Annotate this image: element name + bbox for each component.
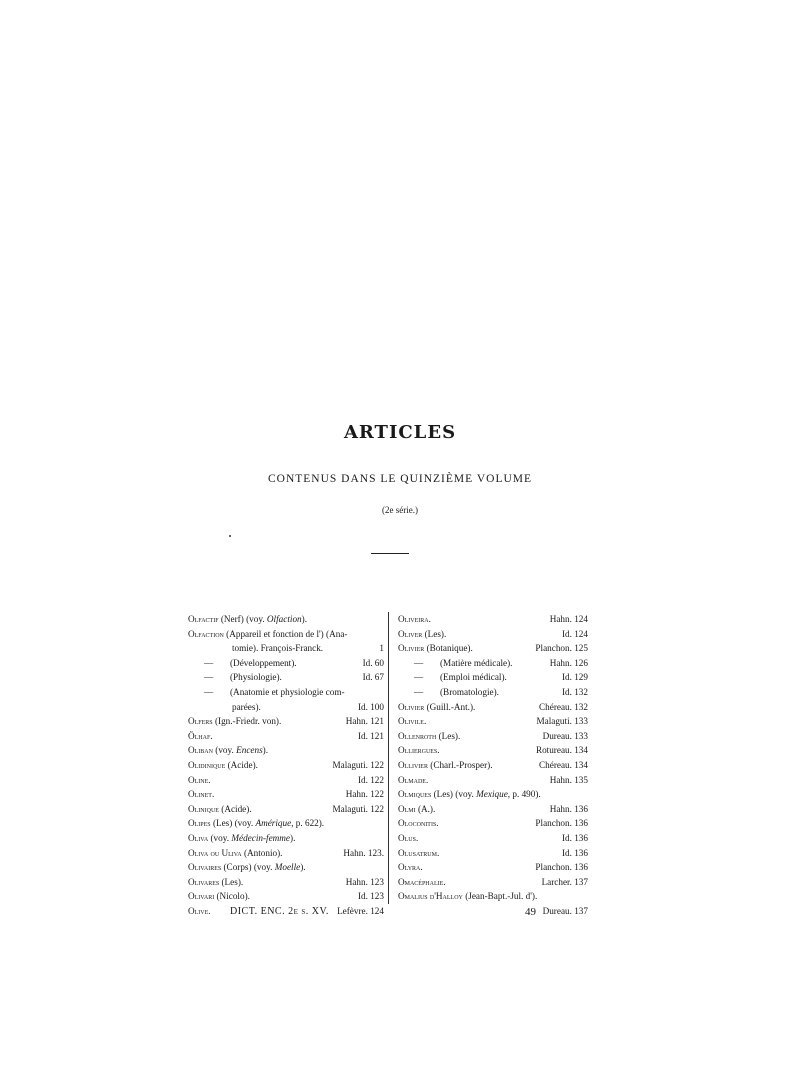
index-entry xyxy=(398,831,588,846)
entry-text: (Matière médicale). xyxy=(440,657,513,668)
entry-headword: Olivile. xyxy=(398,716,427,727)
entry-text: (Emploi médical). xyxy=(440,672,507,683)
entry-headword: Olfers xyxy=(188,716,213,727)
entry-author-page: Lefèvre. 124 xyxy=(337,905,384,916)
entry-author-page: Id. 129 xyxy=(561,672,588,683)
entry-headword: Olivares xyxy=(188,876,220,887)
entry-text: parées). xyxy=(232,701,261,712)
entry-headword: Olivier xyxy=(398,643,425,654)
entry-headword: Ölhaf. xyxy=(188,730,213,741)
entry-headword: Omacéphalie. xyxy=(398,876,446,887)
entry-text: (Antonio). xyxy=(241,847,283,858)
entry-text: ). xyxy=(290,832,296,843)
index-entry xyxy=(188,846,384,861)
index-entry xyxy=(188,889,384,904)
entry-headword: Olfactif xyxy=(188,614,219,624)
index-entry xyxy=(188,816,384,831)
entry-headword: Oline. xyxy=(188,774,211,785)
entry-text: (Les). xyxy=(436,730,461,741)
index-entry xyxy=(188,627,384,642)
entry-headword: Ollivier xyxy=(398,759,428,770)
entry-headword: Olinique xyxy=(188,803,219,814)
entry-dash: — xyxy=(414,657,424,668)
index-entry xyxy=(398,729,588,744)
page-subtitle: CONTENUS DANS LE QUINZIÈME VOLUME xyxy=(267,473,533,485)
entry-text: (Les). xyxy=(219,876,244,887)
entry-author-page: Hahn. 122 xyxy=(345,789,384,800)
index-entry xyxy=(398,889,588,904)
column-divider xyxy=(388,612,389,904)
entry-headword: Olivier xyxy=(398,701,425,712)
index-entry xyxy=(188,758,384,773)
index-entry xyxy=(398,802,588,817)
index-entry-continuation xyxy=(398,904,588,919)
entry-author-page: Malaguti. 122 xyxy=(332,759,384,770)
entry-author-page: Id. 121 xyxy=(357,730,384,741)
entry-headword: Olfaction xyxy=(188,628,224,639)
entry-author-page: Chéreau. 134 xyxy=(539,759,588,770)
entry-author-page: 1 xyxy=(379,643,384,654)
index-entry xyxy=(398,875,588,890)
entry-headword: Olidinique xyxy=(188,759,226,770)
entry-author-page: Rotureau. 134 xyxy=(535,745,588,756)
entry-author-page: Hahn. 135 xyxy=(549,774,588,785)
entry-headword: Olusatrum. xyxy=(398,847,440,858)
index-entry xyxy=(188,787,384,802)
entry-text: (voy. xyxy=(212,745,237,756)
entry-text: (Appareil et fonction de l') (Ana- xyxy=(223,628,348,639)
entry-text: ). xyxy=(262,745,268,756)
entry-dash: — xyxy=(204,672,214,683)
index-entry xyxy=(188,831,384,846)
index-entry xyxy=(398,787,588,802)
entry-dash: — xyxy=(414,686,424,697)
entry-text: (Les). xyxy=(422,628,447,639)
index-entry xyxy=(398,685,588,700)
entry-author-page: Planchon. 136 xyxy=(535,818,588,829)
entry-dash: — xyxy=(414,672,424,683)
speck xyxy=(229,535,231,537)
entry-author-page: Hahn. 136 xyxy=(549,803,588,814)
entry-text: (Anatomie et physiologie com- xyxy=(230,686,345,697)
index-entry xyxy=(188,729,384,744)
entry-text: (Physiologie). xyxy=(230,672,282,683)
entry-headword: Oliver xyxy=(398,628,423,639)
entry-headword: Olivari xyxy=(188,891,215,902)
index-entry-continuation xyxy=(188,641,384,656)
entry-text: (Les) (voy. xyxy=(210,818,256,829)
index-entry xyxy=(398,670,588,685)
entry-author-page: Id. 132 xyxy=(561,686,588,697)
entry-author-page: Id. 100 xyxy=(357,701,384,712)
page-title: ARTICLES xyxy=(343,422,457,443)
entry-headword: Olmi xyxy=(398,803,416,814)
entry-text: (Jean-Bapt.-Jul. d'). xyxy=(462,891,538,902)
index-entry-continuation xyxy=(188,700,384,715)
entry-dash: — xyxy=(204,686,214,697)
entry-author-page: Chéreau. 132 xyxy=(539,701,588,712)
entry-headword: Olyra. xyxy=(398,862,423,873)
index-entry xyxy=(398,758,588,773)
index-entry xyxy=(398,846,588,861)
entry-author-page: Id. 136 xyxy=(561,847,588,858)
entry-author-page: Id. 67 xyxy=(362,672,384,683)
index-entry xyxy=(398,627,588,642)
index-entry xyxy=(398,773,588,788)
entry-author-page: Hahn. 124 xyxy=(549,614,588,624)
index-entry xyxy=(188,743,384,758)
title-rule xyxy=(371,553,409,554)
index-entry xyxy=(398,743,588,758)
index-entry xyxy=(188,685,384,700)
entry-text: (Bromatologie). xyxy=(440,686,499,697)
entry-author-page: Id. 136 xyxy=(561,832,588,843)
entry-text: (Corps) (voy. xyxy=(221,862,275,873)
entry-author-page: Malaguti. 133 xyxy=(536,716,588,727)
entry-text: (Botanique). xyxy=(424,643,473,654)
entry-reference: Amérique xyxy=(255,818,292,829)
entry-text: (A.). xyxy=(415,803,436,814)
index-entry xyxy=(398,860,588,875)
index-entry xyxy=(188,670,384,685)
entry-text: (Charl.-Prosper). xyxy=(427,759,493,770)
index-entry xyxy=(188,802,384,817)
entry-headword: Olive. xyxy=(188,905,211,916)
index-entry xyxy=(188,875,384,890)
entry-headword: Oloconitis. xyxy=(398,818,439,829)
index-entry xyxy=(398,700,588,715)
entry-text: (voy. xyxy=(208,832,232,843)
entry-author-page: Dureau. 133 xyxy=(542,730,588,741)
entry-headword: Olivaires xyxy=(188,862,222,873)
entry-author-page: Dureau. 137 xyxy=(542,905,588,916)
index-entry xyxy=(188,656,384,671)
index-entry xyxy=(398,714,588,729)
entry-reference: Encens xyxy=(236,745,263,756)
entry-author-page: Planchon. 125 xyxy=(535,643,588,654)
entry-text: ). xyxy=(301,614,307,624)
index-entry xyxy=(398,656,588,671)
index-entry xyxy=(188,612,384,627)
entry-headword: Oliva ou Uliva xyxy=(188,847,242,858)
index-column-right xyxy=(398,612,588,918)
entry-headword: Olinet. xyxy=(188,789,215,800)
entry-text: (Développement). xyxy=(230,657,297,668)
entry-headword: Olipes xyxy=(188,818,211,829)
index-entry xyxy=(398,816,588,831)
entry-headword: Olmade. xyxy=(398,774,429,785)
index-entry xyxy=(188,714,384,729)
entry-text: (Ign.-Friedr. von). xyxy=(212,716,282,727)
entry-dash: — xyxy=(204,657,214,668)
index-entry xyxy=(188,860,384,875)
entry-text: tomie). François-Franck. xyxy=(232,643,324,654)
footer-signature: DICT. ENC. 2e s. XV. xyxy=(230,906,329,917)
entry-author-page: Larcher. 137 xyxy=(541,876,588,887)
entry-headword: Omalius d'Halloy xyxy=(398,891,463,902)
index-entry xyxy=(398,612,588,627)
entry-author-page: Hahn. 121 xyxy=(345,716,384,727)
entry-author-page: Hahn. 123 xyxy=(345,876,384,887)
entry-author-page: Id. 60 xyxy=(362,657,384,668)
footer-page-number: 49 xyxy=(525,906,536,918)
index-entry xyxy=(398,641,588,656)
entry-headword: Ollenroth xyxy=(398,730,437,741)
entry-text: , p. 490). xyxy=(507,789,541,800)
entry-text: (Acide). xyxy=(218,803,252,814)
entry-headword: Olliergues. xyxy=(398,745,440,756)
entry-headword: Olmiques xyxy=(398,789,432,800)
entry-text: (Nicolo). xyxy=(214,891,250,902)
entry-author-page: Planchon. 136 xyxy=(535,862,588,873)
entry-reference: Mexique xyxy=(476,789,508,800)
index-column-left xyxy=(188,612,384,918)
entry-author-page: Hahn. 123. xyxy=(343,847,384,858)
entry-reference: Médecin-femme xyxy=(231,832,291,843)
entry-text: , p. 622). xyxy=(291,818,325,829)
index-entry xyxy=(188,773,384,788)
entry-headword: Oliva xyxy=(188,832,209,843)
entry-text: (Acide). xyxy=(225,759,258,770)
entry-author-page: Id. 124 xyxy=(561,628,588,639)
entry-headword: Olus. xyxy=(398,832,419,843)
entry-author-page: Malaguti. 122 xyxy=(332,803,384,814)
entry-reference: Moelle xyxy=(274,862,301,873)
entry-author-page: Hahn. 126 xyxy=(549,657,588,668)
entry-headword: Oliban xyxy=(188,745,213,756)
entry-text: (Nerf) (voy. xyxy=(218,614,267,624)
entry-author-page: Id. 123 xyxy=(357,891,384,902)
entry-author-page: Id. 122 xyxy=(357,774,384,785)
entry-reference: Olfaction xyxy=(266,614,302,624)
entry-headword: Oliveira. xyxy=(398,614,431,624)
series-note: (2e série.) xyxy=(382,505,418,515)
entry-text: (Guill.-Ant.). xyxy=(424,701,476,712)
entry-text: ). xyxy=(300,862,306,873)
entry-text: (Les) (voy. xyxy=(431,789,477,800)
